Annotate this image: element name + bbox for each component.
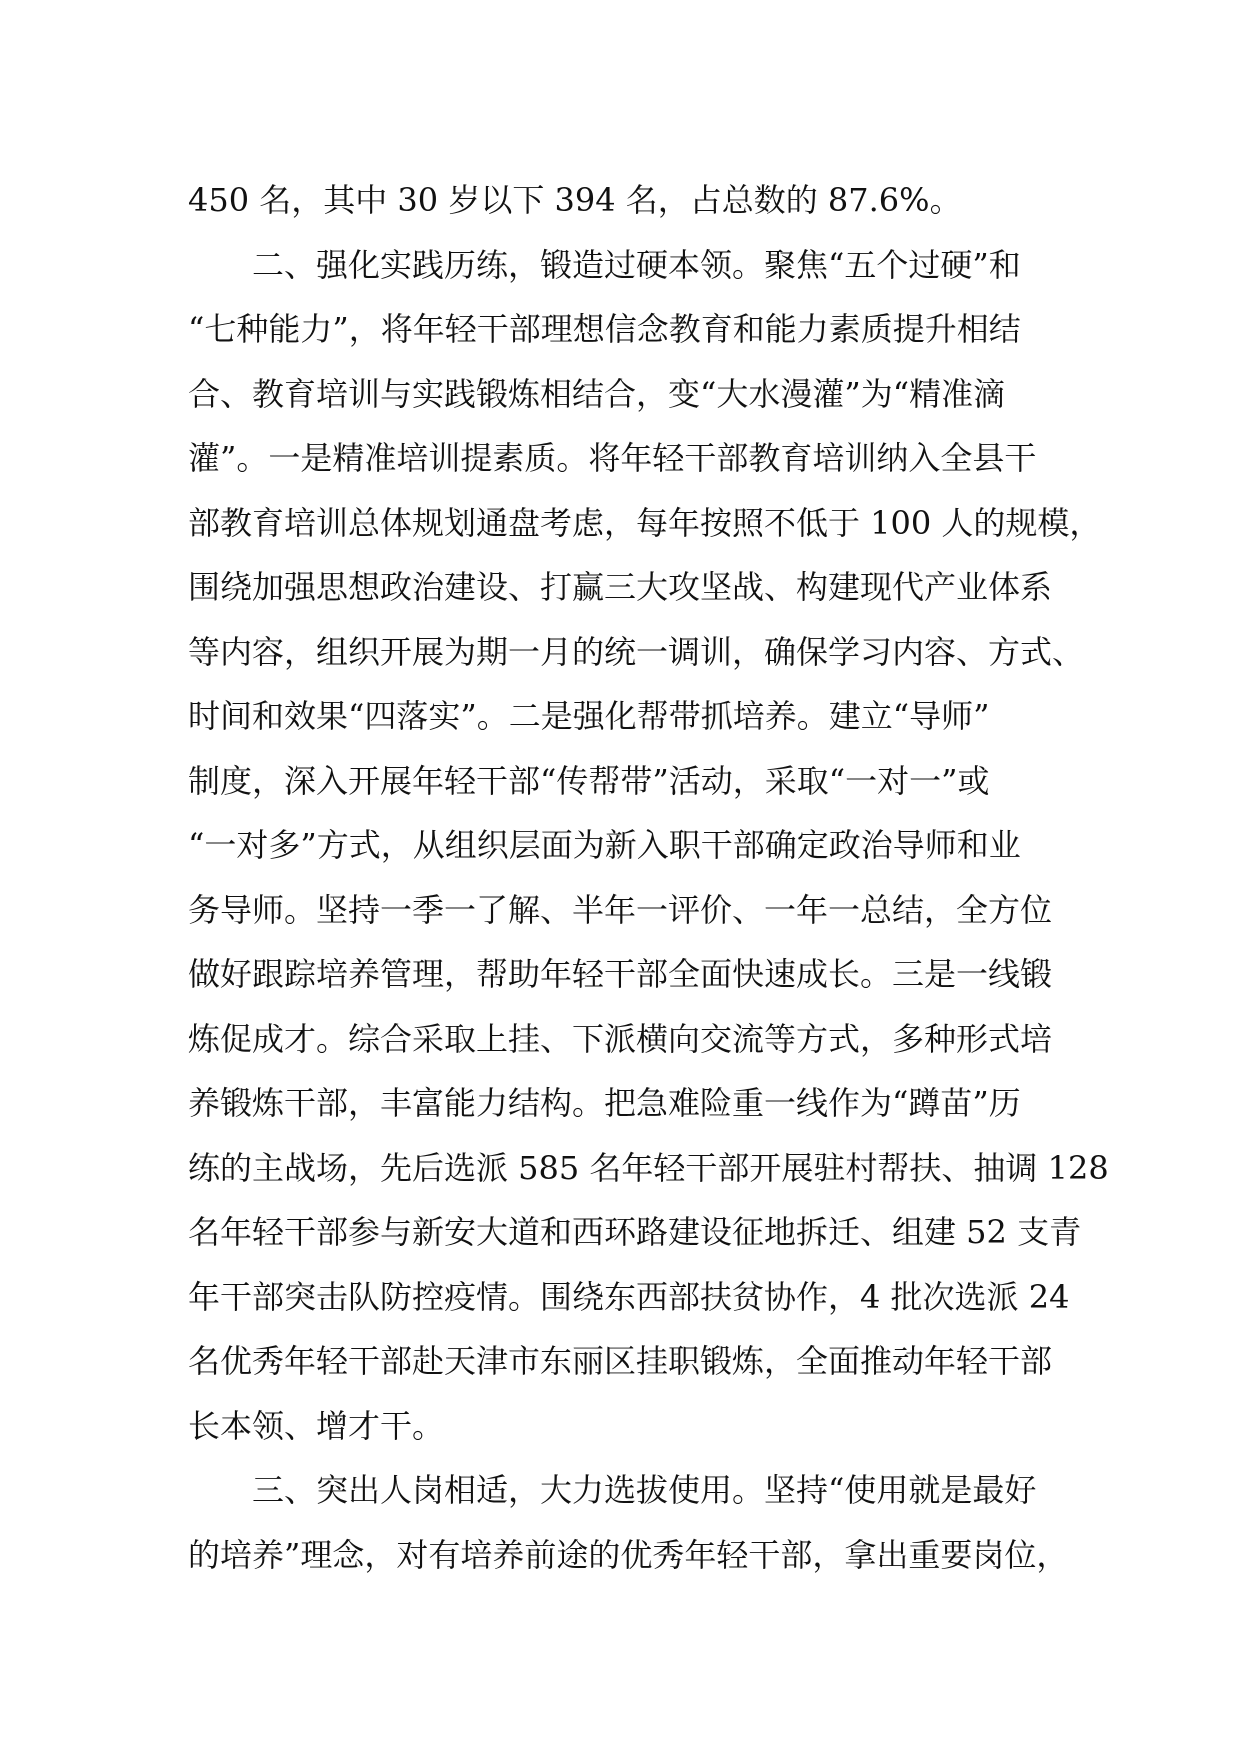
text-line: 炼促成才。综合采取上挂、下派横向交流等方式，多种形式培 [188,1019,1053,1058]
text-line: 名年轻干部参与新安大道和西环路建设征地拆迁、组建 52 支青 [188,1213,1082,1251]
text-line: 年干部突击队防控疫情。围绕东西部扶贫协作，4 批次选派 24 [188,1277,1070,1316]
text-line: 制度，深入开展年轻干部“传帮带”活动，采取“一对一”或 [188,761,990,800]
text-line: 灌”。一是精准培训提素质。将年轻干部教育培训纳入全县干 [188,439,1037,477]
text-line: 务导师。坚持一季一了解、半年一评价、一年一总结，全方位 [188,890,1053,929]
text-line: 合、教育培训与实践锻炼相结合，变“大水漫灌”为“精准滴 [188,374,1006,413]
body-text [188,168,1109,1587]
text-line: 450 名，其中 30 岁以下 394 名，占总数的 87.6%。 [188,181,962,219]
text-line: “七种能力”，将年轻干部理想信念教育和能力素质提升相结 [188,310,1021,348]
text-line: 名优秀年轻干部赴天津市东丽区挂职锻炼，全面推动年轻干部 [188,1342,1053,1380]
text-line: 三、突出人岗相适，大力选拔使用。坚持“使用就是最好 [252,1471,1037,1509]
text-line: 等内容，组织开展为期一月的统一调训，确保学习内容、方式、 [188,632,1085,671]
text-line: 二、强化实践历练，锻造过硬本领。聚焦“五个过硬”和 [252,245,1021,284]
text-line: 练的主战场，先后选派 585 名年轻干部开展驻村帮扶、抽调 128 [188,1148,1109,1187]
text-line: 时间和效果“四落实”。二是强化帮带抓培养。建立“导师” [188,697,990,735]
text-line: 部教育培训总体规划通盘考虑，每年按照不低于 100 人的规模， [188,503,1102,542]
text-line: 围绕加强思想政治建设、打赢三大攻坚战、构建现代产业体系 [188,568,1053,606]
text-line: 养锻炼干部，丰富能力结构。把急难险重一线作为“蹲苗”历 [188,1084,1021,1122]
text-line: 的培养”理念，对有培养前途的优秀年轻干部，拿出重要岗位， [188,1535,1069,1574]
text-line: 做好跟踪培养管理，帮助年轻干部全面快速成长。三是一线锻 [188,955,1053,993]
text-line: “一对多”方式，从组织层面为新入职干部确定政治导师和业 [188,826,1021,864]
text-line: 长本领、增才干。 [188,1406,445,1445]
